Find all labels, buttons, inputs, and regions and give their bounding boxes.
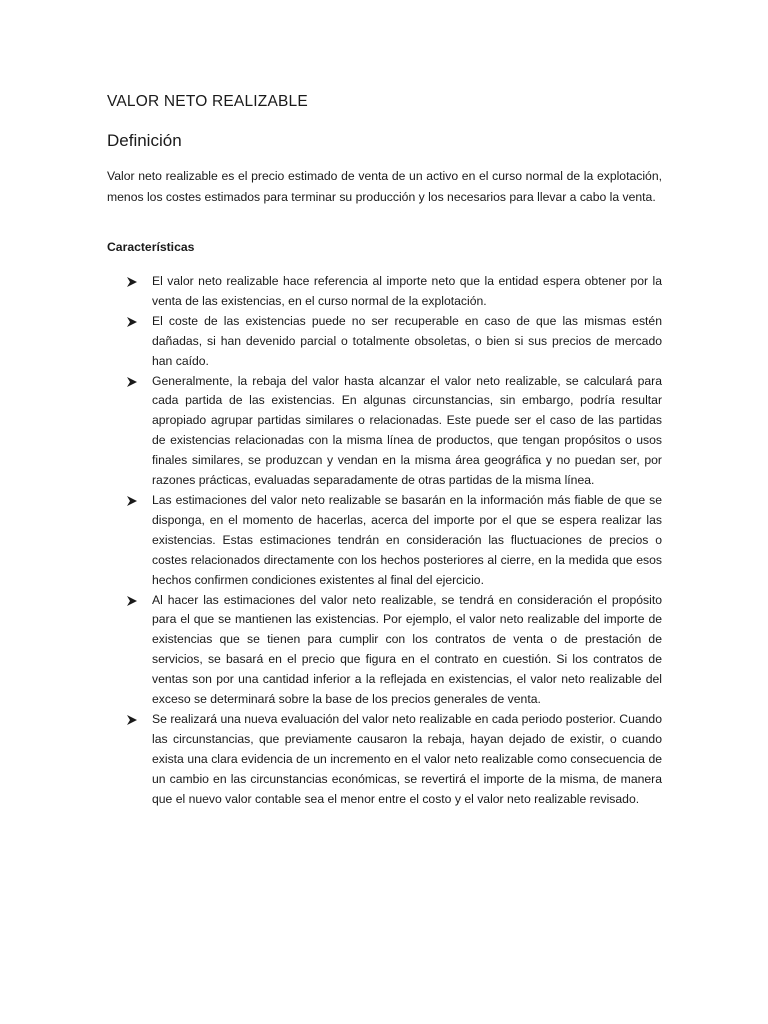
arrowhead-bullet-icon	[127, 596, 137, 606]
list-item	[107, 491, 662, 591]
arrowhead-bullet-icon	[127, 317, 137, 327]
arrowhead-bullet-icon	[127, 377, 137, 387]
list-item	[107, 312, 662, 372]
arrowhead-bullet-icon	[127, 715, 137, 725]
list-item	[107, 710, 662, 810]
list-item	[107, 591, 662, 710]
list-item-text: El coste de las existencias puede no ser recuperable en caso de que las mismas estén dañadas, si han devenido parcial o totalmente obsoletas, o bien si sus precios de mercado han caído.	[152, 313, 662, 368]
list-item-text: Se realizará una nueva evaluación del valor neto realizable en cada periodo posterior. Cuando las circunstancias, que previamente causaron la rebaja, hayan dejado de existir, o cuando exista una clara evidencia de un incremento en el valor neto realizable como consecuencia de un cambio en las circunstancias económicas, se revertirá el importe de la misma, de manera que el nuevo valor contable sea el menor entre el costo y el valor neto realizable revisado.	[152, 711, 662, 806]
arrowhead-bullet-icon	[127, 496, 137, 506]
list-item	[107, 372, 662, 491]
characteristics-list	[107, 272, 662, 809]
list-item-text: Las estimaciones del valor neto realizable se basarán en la información más fiable de que se disponga, en el momento de hacerlas, acerca del importe por el que se espera realizar las existencias. Estas estimaciones tendrán en consideración las fluctuaciones de precios o costes relacionados directamente con los hechos posteriores al cierre, en la medida que esos hechos confirmen condiciones existentes al final del ejercicio.	[152, 492, 662, 587]
characteristics-subheading: Características	[107, 240, 195, 254]
list-item-text: El valor neto realizable hace referencia al importe neto que la entidad espera obtener por la venta de las existencias, en el curso normal de la explotación.	[152, 274, 662, 308]
list-item-text: Al hacer las estimaciones del valor neto realizable, se tendrá en consideración el propósito para el que se mantienen las existencias. Por ejemplo, el valor neto realizable del importe de existencias que se tienen para cumplir con los contratos de venta o de prestación de servicios, se basará en el precio que figura en el contrato en cuestión. Si los contratos de ventas son por una cantidad inferior a la reflejada en existencias, el valor neto realizable del exceso se determinará sobre la base de los precios generales de venta.	[152, 592, 662, 707]
list-item	[107, 272, 662, 312]
arrowhead-bullet-icon	[127, 277, 137, 287]
section-heading-definicion: Definición	[107, 131, 182, 150]
document-title: VALOR NETO REALIZABLE	[107, 93, 308, 110]
definition-paragraph: Valor neto realizable es el precio estimado de venta de un activo en el curso normal de la explotación, menos los costes estimados para terminar su producción y los necesarios para llevar a cabo la venta.	[107, 169, 662, 204]
list-item-text: Generalmente, la rebaja del valor hasta alcanzar el valor neto realizable, se calculará para cada partida de las existencias. En algunas circunstancias, sin embargo, podría resultar apropiado agrupar partidas similares o relacionadas. Este puede ser el caso de las partidas de existencias relacionadas con la misma línea de productos, que tengan propósitos o usos finales similares, se produzcan y vendan en la misma área geográfica y no puedan ser, por razones prácticas, evaluadas separadamente de otras partidas de la misma línea.	[152, 373, 662, 488]
